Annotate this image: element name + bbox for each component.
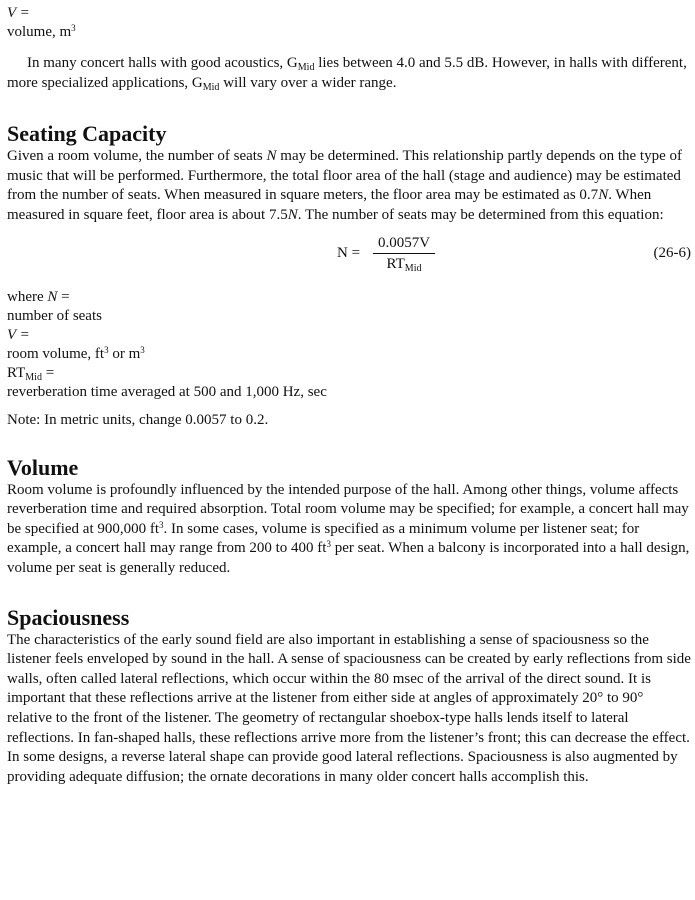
where-line: where N =	[7, 288, 70, 305]
document-page	[7, 4, 691, 787]
def-v-description: volume, $m^3$	[7, 23, 76, 40]
equation-lhs: N =	[337, 244, 361, 261]
fraction-bar	[373, 253, 435, 254]
equation-26-6	[7, 234, 691, 278]
seating-capacity-paragraph: Given a room volume, the number of seats N may be determined. This relationship partly depends on the type of music that will be performed. Furthermore, the total floor area of the hall (stage and audience) may be estimated from the number of seats. When measured in square meters, the floor area may be estimated as 0.7N. When measured in square feet, floor area is about 7.5N. The number of seats may be determined from this equation:	[7, 148, 683, 223]
gmid-paragraph: In many concert halls with good acoustics, $G_{Mid}$ lies between 4.0 and 5.5 dB. However, in halls with different, more specialized applications, $G_{Mid}$ will vary over a wider range.	[7, 55, 687, 93]
spaciousness-section	[7, 605, 691, 788]
def-rt-description: reverberation time averaged at 500 and 1,000 Hz, sec	[7, 383, 327, 400]
metric-note: Note: In metric units, change 0.0057 to 0.2.	[7, 411, 269, 428]
def-v-description-2: room volume, $ft^3$ or $m^3$	[7, 344, 145, 362]
volume-paragraph: Room volume is profoundly influenced by the intended purpose of the hall. Among other things, volume affects reverberation time and required absorption. Total room volume may be specified; for example, a concert hall may be specified at 900,000 $ft^3$. In some cases, volume is specified as a minimum volume per listener seat; for example, a concert hall may range from 200 to 400 $ft^3$ per seat. When a balcony is incorporated into a hall design, volume per seat is generally reduced.	[7, 481, 690, 576]
equation-numerator: 0.0057V	[377, 234, 431, 251]
def-v-label-2: V =	[7, 326, 30, 343]
def-n-description: number of seats	[7, 307, 102, 324]
seating-equation	[337, 234, 457, 274]
seating-capacity-heading: Seating Capacity	[7, 121, 167, 147]
spaciousness-paragraph: The characteristics of the early sound field are also important in establishing a sense of spaciousness so the listener feels enveloped by sound in the hall. A sense of spaciousness can be created by early reflections from side walls, often called lateral reflections, which occur within the 80 msec of the arrival of the direct sound. It is important that these reflections arrive at the listener from either side at angles of approximately 20° to 90° relative to the front of the listener. The geometry of rectangular shoebox-type halls lends itself to lateral reflections. In fan-shaped halls, these reflections arrive more from the listener’s front; this can decrease the effect. In some designs, a reverse lateral shape can provide good lateral reflections. Spaciousness is also augmented by providing adequate diffusion; the ornate decorations in many older concert halls accomplish this.	[7, 631, 691, 785]
equation-denominator: $RT_{Mid}$	[386, 255, 422, 274]
equation-number: (26-6)	[653, 244, 691, 261]
equation-fraction	[373, 234, 435, 273]
def-v-label: V =	[7, 5, 30, 21]
def-rt-label: $RT_{Mid}$ =	[7, 364, 55, 383]
seating-capacity-section	[7, 121, 691, 429]
seating-definitions	[7, 288, 691, 402]
volume-section	[7, 455, 691, 579]
spaciousness-heading: Spaciousness	[7, 604, 130, 630]
volume-heading: Volume	[7, 454, 79, 480]
top-definitions	[7, 4, 691, 42]
